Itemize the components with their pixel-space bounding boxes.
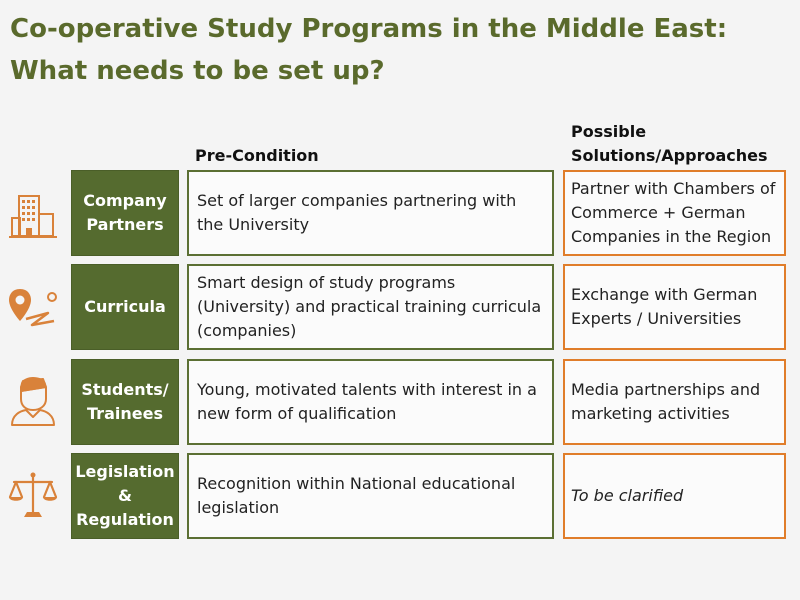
solution-students-trainees — [563, 359, 786, 445]
solution-text: Media partnerships and marketing activities — [571, 380, 761, 423]
solutions-column-header — [571, 120, 791, 168]
precondition-text: Set of larger companies partnering with the University — [197, 191, 517, 234]
category-label: Partners — [86, 215, 164, 234]
precondition-legislation-regulation — [187, 453, 554, 539]
precondition-text: Young, motivated talents with interest in a new form of qualification — [197, 380, 537, 423]
precondition-students-trainees — [187, 359, 554, 445]
precondition-column-header: Pre-Condition — [195, 146, 319, 165]
title-line-1: Co-operative Study Programs in the Middle East: — [10, 14, 728, 44]
category-students-trainees — [71, 359, 179, 445]
category-legislation-regulation — [71, 453, 179, 539]
solution-curricula — [563, 264, 786, 350]
solution-text: To be clarified — [571, 486, 684, 505]
student-icon — [6, 373, 60, 427]
category-label: Trainees — [87, 404, 163, 423]
route-pin-icon — [6, 283, 60, 337]
category-label: Students/ — [81, 380, 169, 399]
precondition-company-partners — [187, 170, 554, 256]
solutions-header-line-2: Solutions/Approaches — [571, 146, 768, 165]
category-label: & — [118, 486, 132, 505]
category-label: Company — [83, 191, 167, 210]
solution-text: Exchange with German Experts / Universities — [571, 285, 758, 328]
title-line-2: What needs to be set up? — [10, 56, 385, 86]
solution-text: Partner with Chambers of Commerce + German Companies in the Region — [571, 179, 776, 246]
building-icon — [6, 190, 60, 244]
category-label: Regulation — [76, 510, 174, 529]
precondition-text: Recognition within National educational legislation — [197, 474, 516, 517]
category-label: Curricula — [84, 297, 166, 316]
category-curricula — [71, 264, 179, 350]
precondition-curricula — [187, 264, 554, 350]
solutions-header-line-1: Possible — [571, 122, 647, 141]
category-label: Legislation — [75, 462, 175, 481]
precondition-text: Smart design of study programs (University) and practical training curricula (companies) — [197, 273, 542, 340]
solution-legislation-regulation — [563, 453, 786, 539]
scales-icon — [6, 469, 60, 523]
solution-company-partners — [563, 170, 786, 256]
category-company-partners — [71, 170, 179, 256]
page-title — [10, 8, 790, 92]
